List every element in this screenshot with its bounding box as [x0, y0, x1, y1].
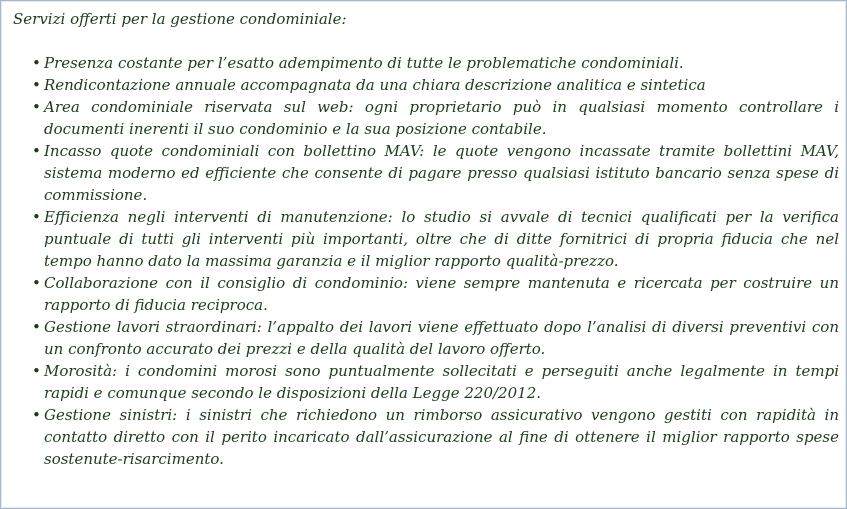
service-item-manutenzione [13, 206, 839, 272]
bullet-icon: • [32, 406, 41, 424]
bullet-icon: • [32, 208, 41, 226]
bullet-icon: • [32, 318, 41, 336]
bullet-icon: • [32, 142, 41, 160]
service-item-text: Rendicontazione annuale accompagnata da una chiara descrizione analitica e sintetica [44, 76, 706, 94]
service-item-morosita [13, 360, 839, 404]
service-item-text: Presenza costante per l’esatto adempimento di tutte le problematiche condominiali. [44, 54, 684, 72]
service-item-presenza [13, 52, 839, 74]
bullet-icon: • [32, 362, 41, 380]
service-item-text: Gestione sinistri: i sinistri che richiedono un rimborso assicurativo vengono gestiti con rapidità in contatto diretto con il perito incaricato dall’assicurazione al fine di ottenere il miglior rapporto spese sostenute-risarcimento. [44, 406, 839, 468]
service-item-text: Gestione lavori straordinari: l’appalto dei lavori viene effettuato dopo l’analisi di diversi preventivi con un confronto accurato dei prezzi e della qualità del lavoro offerto. [44, 318, 839, 358]
service-item-rendicontazione [13, 74, 839, 96]
service-item-collaborazione [13, 272, 839, 316]
service-item-incasso-mav [13, 140, 839, 206]
service-item-text: Incasso quote condominiali con bollettino MAV: le quote vengono incassate tramite bollettini MAV, sistema moderno ed efficiente che consente di pagare presso qualsiasi istituto bancario senza spese di commissione. [44, 142, 839, 204]
service-item-text: Efficienza negli interventi di manutenzione: lo studio si avvale di tecnici qualificati per la verifica puntuale di tutti gli interventi più importanti, oltre che di ditte fornitrici di propria fiducia che nel tempo hanno dato la massima garanzia e il miglior rapporto qualità-prezzo. [44, 208, 839, 270]
services-text-block [13, 8, 839, 470]
service-item-lavori-straordinari [13, 316, 839, 360]
intro-heading: Servizi offerti per la gestione condominiale: [13, 10, 347, 28]
bullet-icon: • [32, 54, 41, 72]
services-list [13, 52, 839, 470]
service-item-text: Area condominiale riservata sul web: ogni proprietario può in qualsiasi momento controllare i documenti inerenti il suo condominio e la sua posizione contabile. [44, 98, 839, 138]
service-item-area-web [13, 96, 839, 140]
service-item-sinistri [13, 404, 839, 470]
service-item-text: Collaborazione con il consiglio di condominio: viene sempre mantenuta e ricercata per costruire un rapporto di fiducia reciproca. [44, 274, 839, 314]
bullet-icon: • [32, 76, 41, 94]
bullet-icon: • [32, 98, 41, 116]
service-item-text: Morosità: i condomini morosi sono puntualmente sollecitati e perseguiti anche legalmente in tempi rapidi e comunque secondo le disposizioni della Legge 220/2012. [44, 362, 839, 402]
bullet-icon: • [32, 274, 41, 292]
